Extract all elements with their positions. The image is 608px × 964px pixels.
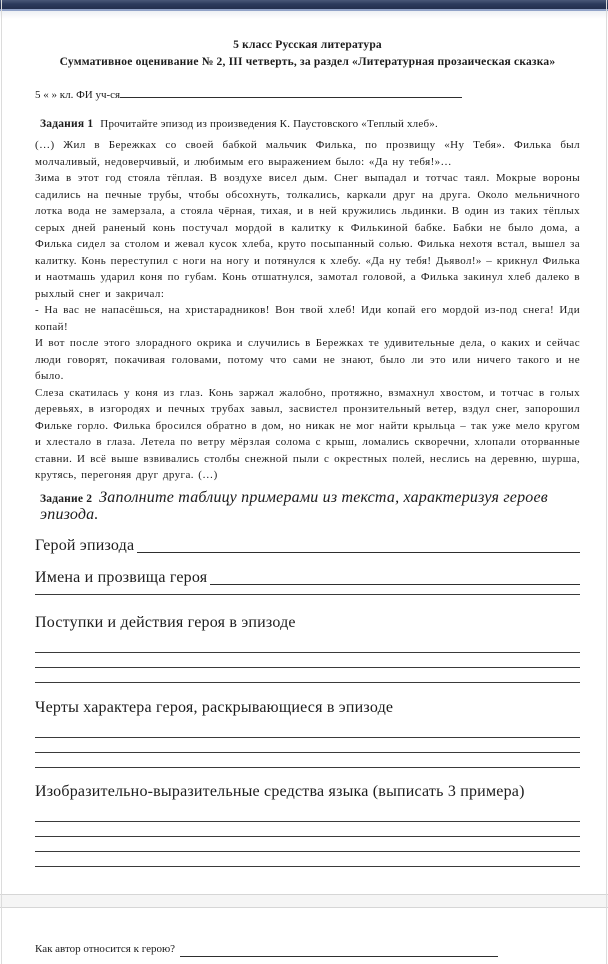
task2-heading — [35, 490, 580, 523]
student-line-label: 5 « » кл. ФИ уч-ся — [35, 89, 121, 101]
answer-blank-line — [35, 594, 580, 595]
author-question-blank — [180, 943, 498, 957]
author-question — [35, 942, 498, 957]
task2-label: Задание 2 — [40, 493, 93, 505]
answer-blank-line — [35, 866, 580, 867]
student-name-line — [35, 84, 580, 103]
window-top-edge-bar — [0, 0, 608, 11]
doc-title-line2: Суммативное оценивание № 2, III четверть, за раздел «Литературная прозаическая сказка» — [59, 56, 556, 68]
task2-instruction: Заполните таблицу примерами из текста, характеризуя героев эпизода. — [40, 489, 548, 523]
page-content — [0, 19, 608, 484]
field-traits-label: Черты характера героя, раскрывающиеся в эпизоде — [35, 699, 394, 716]
page-break-band — [0, 894, 608, 908]
answer-blank-line — [35, 767, 580, 768]
field-names-blank — [210, 571, 580, 585]
answer-blank-line — [35, 667, 580, 668]
task1-instruction: Прочитайте эпизод из произведения К. Паустовского «Теплый хлеб». — [100, 118, 438, 130]
reading-passage — [35, 137, 580, 484]
answer-blank-line — [35, 682, 580, 683]
field-names — [35, 570, 580, 585]
answer-blank-line — [35, 821, 580, 822]
field-actions-label: Поступки и действия героя в эпизоде — [35, 614, 296, 631]
passage-paragraph: Слеза скатилась у коня из глаз. Конь заржал жалобно, протяжно, взмахнул хвостом, и тотчас в голых деревьях, в изгородях и печных трубах завыл, засвистел пронзительный ветер, вздул снег, запорошил Фильке горло. Филька бросился обратно в дом, но никак не мог найти крыльца – так уже мело кругом и хлестало в глаза. Летела по ветру мёрзлая солома с крыш, ломались скворечни, хлопали оторванные ставни. И всё выше взвивались столбы снежной пыли с окрестных полей, неслись на деревню, шурша, крутясь, перегоняя друг друга. (…) — [35, 386, 580, 481]
passage-paragraph: И вот после этого злорадного окрика и случились в Бережках те удивительные дела, о каких и сейчас люди говорят, покачивая головами, потому что сами не знают, было ли это или ничего такого и не было. — [35, 337, 580, 382]
task1-label: Задания 1 — [40, 118, 94, 130]
page-right-edge — [606, 0, 607, 964]
task1-heading — [35, 116, 580, 132]
top-bar-shadow — [0, 11, 608, 19]
answer-blank-line — [35, 836, 580, 837]
field-hero — [35, 538, 580, 553]
author-question-label: Как автор относится к герою? — [35, 943, 176, 955]
doc-title-line1: 5 класс Русская литература — [233, 39, 382, 51]
passage-paragraph: (…) Жил в Бережках со своей бабкой мальчик Филька, по прозвищу «Ну Тебя». Филька был молчаливый, недоверчивый, и любимым его выражением было: «Да ну тебя!»… — [35, 139, 580, 168]
page-left-edge — [1, 0, 2, 964]
field-hero-label: Герой эпизода — [35, 537, 135, 554]
field-means-label: Изобразительно-выразительные средства языка (выписать 3 примера) — [35, 783, 525, 800]
answer-blank-line — [35, 652, 580, 653]
answer-blank-line — [35, 851, 580, 852]
passage-paragraph: Зима в этот год стояла тёплая. В воздухе висел дым. Снег выпадал и тотчас таял. Мокрые вороны садились на печные трубы, чтобы обсохнуть, толкались, каркали друг на друга. Около мельничного лотка вода не замерзала, а стояла чёрная, тихая, и в ней кружились льдинки. В один из таких тёплых серых дней раненый конь постучал мордой в калитку к Филькиной бабке. Бабки не было дома, а Филька сидел за столом и жевал кусок хлеба, круто посыпанный солью. Филька нехотя встал, вышел за калитку. Конь переступил с ноги на ногу и потянулся к хлебу. «Да ну тебя! Дьявол!» – крикнул Филька и наотмашь ударил коня по губам. Конь отшатнулся, замотал головой, а Филька закинул хлеб далеко в рыхлый снег и закричал: — [35, 172, 580, 300]
student-name-blank — [120, 84, 462, 98]
answer-blank-line — [35, 752, 580, 753]
task2-section — [35, 490, 580, 867]
passage-paragraph: - На вас не напасёшься, на христарадников! Вон твой хлеб! Иди копай его мордой из-под снега! Иди копай! — [35, 304, 580, 333]
field-names-label: Имена и прозвища героя — [35, 569, 208, 586]
answer-blank-line — [35, 737, 580, 738]
field-hero-blank — [137, 539, 580, 553]
